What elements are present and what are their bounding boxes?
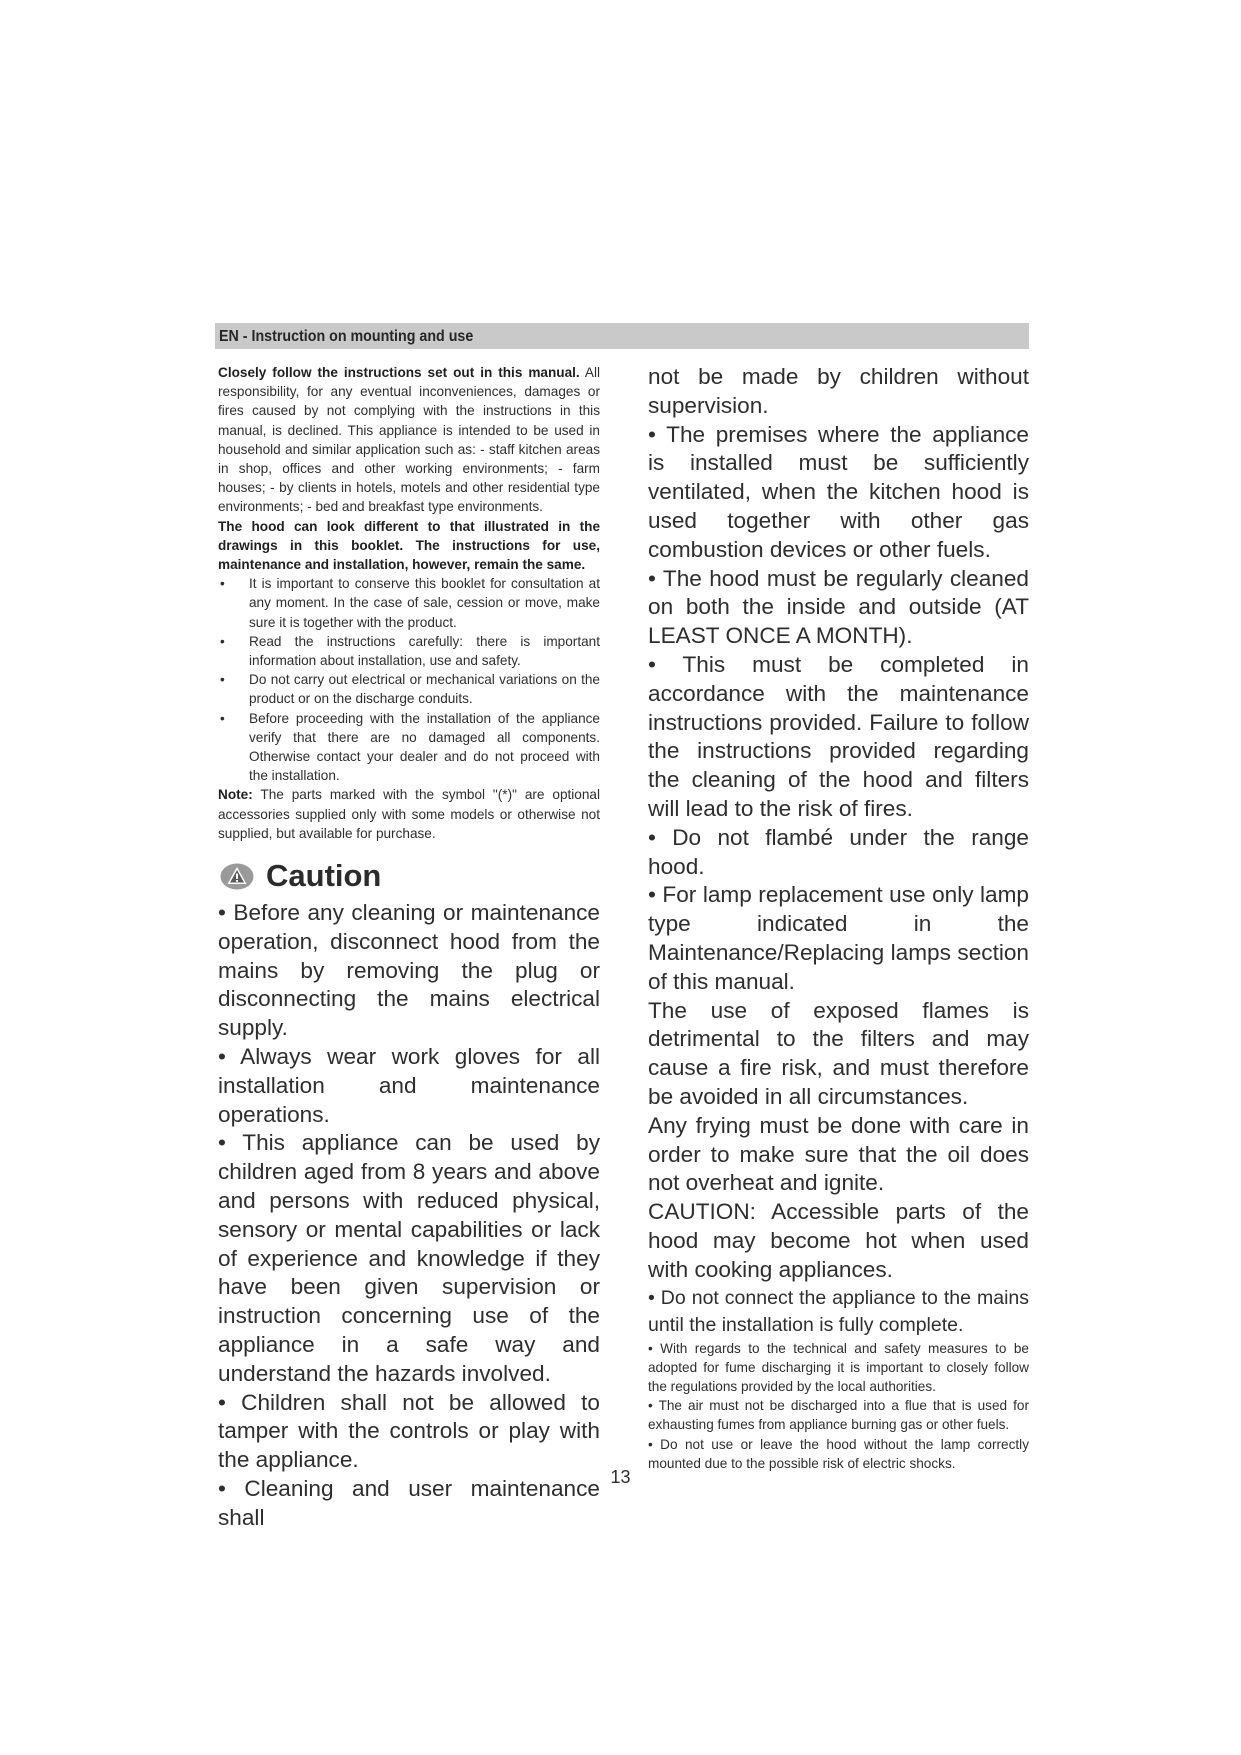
caution-heading <box>218 857 600 895</box>
caution-paragraph: • The hood must be regularly cleaned on both the inside and outside (AT LEAST ONCE A MONTH). <box>648 565 1029 649</box>
caution-paragraph: • For lamp replacement use only lamp type indicated in the Maintenance/Replacing lamps section of this manual. <box>648 882 1029 994</box>
caution-paragraph: • Cleaning and user maintenance shall <box>218 1476 600 1530</box>
left-column <box>218 363 600 1533</box>
caution-right-small-text <box>648 1339 1029 1473</box>
caution-paragraph: • The premises where the appliance is installed must be sufficiently ventilated, when the kitchen hood is used together with other gas combustion devices or other fuels. <box>648 421 1029 562</box>
caution-paragraph: • The air must not be discharged into a flue that is used for exhausting fumes from appliance burning gas or other fuels. <box>648 1398 1029 1433</box>
caution-paragraph: • With regards to the technical and safety measures to be adopted for fume discharging it is important to closely follow the regulations provided by the local authorities. <box>648 1340 1029 1394</box>
caution-paragraph: • Do not flambé under the range hood. <box>648 824 1029 879</box>
intro-lead-bold: Closely follow the instructions set out in this manual. <box>218 365 580 380</box>
intro-block <box>218 363 600 843</box>
list-item: • It is important to conserve this booklet for consultation at any moment. In the case of sale, cession or move, make sure it is together with the product. <box>218 574 600 632</box>
warning-icon <box>220 863 254 890</box>
right-column <box>648 363 1029 1473</box>
caution-left-text <box>218 899 600 1533</box>
caution-right-medium-text <box>648 1285 1029 1339</box>
note-paragraph <box>218 785 600 843</box>
list-item: • Do not carry out electrical or mechanical variations on the product or on the discharge conduits. <box>218 670 600 708</box>
note-label: Note: <box>218 787 253 803</box>
caution-paragraph: • This appliance can be used by children aged from 8 years and above and persons with reduced physical, sensory or mental capabilities or lack of experience and knowledge if they have been given supervision or instruction concerning use of the appliance in a safe way and understand the hazards involved. <box>218 1130 600 1386</box>
caution-paragraph: Any frying must be done with care in order to make sure that the oil does not overheat and ignite. <box>648 1112 1029 1196</box>
intro-lead-text: All responsibility, for any eventual inconveniences, damages or fires caused by not complying with the instructions in this manual, is declined. This appliance is intended to be used in household and similar application such as: - staff kitchen areas in shop, offices and other working environments; - farm houses; - by clients in hotels, motels and other residential type environments; - bed and breakfast type environments. <box>218 365 600 515</box>
caution-paragraph: • Children shall not be allowed to tamper with the controls or play with the appliance. <box>218 1389 600 1473</box>
caution-paragraph: • This must be completed in accordance with the maintenance instructions provided. Failure to follow the instructions provided regarding the cleaning of the hood and filters will lead to the risk of fires. <box>648 651 1029 821</box>
caution-paragraph: • Always wear work gloves for all installation and maintenance operations. <box>218 1044 600 1127</box>
caution-right-text <box>648 363 1029 1285</box>
list-item: • Before proceeding with the installation of the appliance verify that there are no damaged all components. Otherwise contact your dealer and do not proceed with the installation. <box>218 709 600 786</box>
caution-paragraph: The use of exposed flames is detrimental to the filters and may cause a fire risk, and must therefore be avoided in all circumstances. <box>648 997 1029 1109</box>
note-text: The parts marked with the symbol "(*)" are optional accessories supplied only with some models or otherwise not supplied, but available for purchase. <box>218 787 600 841</box>
caution-paragraph: CAUTION: Accessible parts of the hood may become hot when used with cooking appliances. <box>648 1199 1029 1282</box>
list-item: • Read the instructions carefully: there is important information about installation, use and safety. <box>218 632 600 670</box>
caution-title: Caution <box>266 858 382 894</box>
intro-bold-paragraph: The hood can look different to that illustrated in the drawings in this booklet. The instructions for use, maintenance and installation, however, remain the same. <box>218 518 600 573</box>
caution-paragraph: • Do not use or leave the hood without the lamp correctly mounted due to the possible risk of electric shocks. <box>648 1436 1029 1471</box>
intro-paragraph <box>218 363 600 517</box>
section-header <box>215 323 1029 349</box>
section-title: EN - Instruction on mounting and use <box>219 328 474 345</box>
caution-paragraph: • Do not connect the appliance to the mains until the installation is fully complete. <box>648 1286 1029 1336</box>
caution-paragraph: • Before any cleaning or maintenance operation, disconnect hood from the mains by removing the plug or disconnecting the mains electrical supply. <box>218 900 600 1041</box>
intro-bullet-list <box>218 574 600 785</box>
page-number: 13 <box>610 1467 631 1487</box>
caution-paragraph: not be made by children without supervision. <box>648 364 1029 418</box>
